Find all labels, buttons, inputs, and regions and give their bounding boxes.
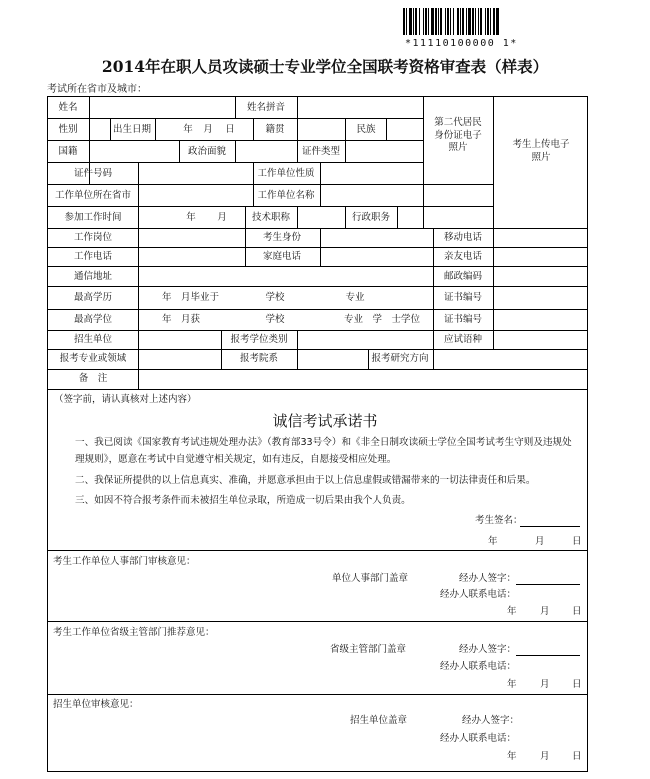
label-ethnicity: 民族 xyxy=(356,124,376,135)
pledge-item-3: 三、如因不符合报考条件而未被招生单位录取，所造成一切后果由我个人负责。 xyxy=(75,495,411,506)
label-id-type: 证件类型 xyxy=(301,146,341,157)
label-degree-category: 报考学位类别 xyxy=(230,334,288,345)
exam-location-label: 考试所在省市及城市： xyxy=(47,84,147,95)
pledge-item-1 xyxy=(75,434,580,468)
label-work-phone: 工作电话 xyxy=(73,251,113,262)
review-2-handler-line[interactable] xyxy=(516,655,580,656)
label-major: 专业 xyxy=(345,292,365,303)
label-school2: 学校 xyxy=(265,314,285,325)
label-mobile: 移动电话 xyxy=(443,232,483,243)
label-day: 日 xyxy=(225,124,235,135)
pledge-date-month: 月 xyxy=(535,536,545,547)
label-job-position: 工作岗位 xyxy=(73,232,113,243)
id-photo-box: 第二代居民身份证电子照片 xyxy=(434,117,482,153)
review-2-contact: 经办人联系电话： xyxy=(440,661,517,672)
label-name: 姓名 xyxy=(58,102,78,113)
label-exam-language: 应试语种 xyxy=(443,334,483,345)
pledge-item-2: 二、我保证所提供的以上信息真实、准确，并愿意承担由于以上信息虚假或错漏带来的一切法律责任和后果。 xyxy=(75,475,536,486)
label-highest-education: 最高学历 xyxy=(73,292,113,303)
review-3-date-year: 年 xyxy=(507,751,517,762)
signature-label: 考生签名： xyxy=(475,515,523,526)
label-school: 学校 xyxy=(265,292,285,303)
label-tech-title: 技术职称 xyxy=(251,212,291,223)
review-3-contact: 经办人联系电话： xyxy=(440,733,517,744)
review-2-handler: 经办人签字： xyxy=(459,644,517,655)
review-2-title: 考生工作单位省级主管部门推荐意见： xyxy=(53,627,215,638)
review-1-handler: 经办人签字： xyxy=(459,573,517,584)
label-employer-province: 工作单位所在省市 xyxy=(54,190,132,201)
review-2-date-year: 年 xyxy=(507,679,517,690)
label-work-month: 月 xyxy=(217,212,227,223)
review-3-stamp: 招生单位盖章 xyxy=(350,715,408,726)
pledge-item-1-text: 一、我已阅读《国家教育考试违规处理办法》（教育部33号令）和《非全日制攻读硕士学位全国考试考生守则及违规处理规则》，愿意在考试中自觉遵守相关规定，如有违反，自愿接受相应处理。 xyxy=(75,437,572,465)
label-relative-phone: 亲友电话 xyxy=(443,251,483,262)
review-3-date-day: 日 xyxy=(572,751,582,762)
label-highest-degree: 最高学位 xyxy=(73,314,113,325)
review-1-handler-line[interactable] xyxy=(516,584,580,585)
label-admission-unit: 招生单位 xyxy=(73,334,113,345)
label-native-place: 籍贯 xyxy=(265,124,285,135)
label-postcode: 邮政编码 xyxy=(443,271,483,282)
label-nationality: 国籍 xyxy=(58,146,78,157)
pledge-heading: 诚信考试承诺书 xyxy=(272,412,378,430)
label-year: 年 xyxy=(183,124,193,135)
review-1-contact: 经办人联系电话： xyxy=(440,589,517,600)
signature-line[interactable] xyxy=(520,526,580,527)
label-certificate-no2: 证书编号 xyxy=(443,314,483,325)
label-admin-post: 行政职务 xyxy=(351,212,391,223)
label-political-status: 政治面貌 xyxy=(187,146,227,157)
label-edu-grad: 年 月毕业于 xyxy=(162,292,220,303)
label-employer-name: 工作单位名称 xyxy=(257,190,315,201)
label-address: 通信地址 xyxy=(73,271,113,282)
label-name-pinyin: 姓名拼音 xyxy=(246,102,286,113)
review-1-title: 考生工作单位人事部门审核意见： xyxy=(53,556,196,567)
pledge-note: （签字前，请认真核对上述内容） xyxy=(54,394,197,405)
label-research-direction: 报考研究方向 xyxy=(371,353,429,364)
label-month: 月 xyxy=(203,124,213,135)
review-2-date-month: 月 xyxy=(540,679,550,690)
pledge-date-day: 日 xyxy=(572,536,582,547)
review-1-date-year: 年 xyxy=(507,606,517,617)
label-birth-date: 出生日期 xyxy=(112,124,152,135)
label-certificate-no: 证书编号 xyxy=(443,292,483,303)
label-applied-major: 报考专业或领域 xyxy=(59,353,127,364)
label-candidate-identity: 考生身份 xyxy=(262,232,302,243)
label-gender: 性别 xyxy=(58,124,78,135)
pledge-date-year: 年 xyxy=(488,536,498,547)
review-1-stamp: 单位人事部门盖章 xyxy=(332,573,409,584)
label-id-number: 证件号码 xyxy=(73,168,113,179)
review-3-handler: 经办人签字： xyxy=(462,715,520,726)
upload-photo-box: 考生上传电子照片 xyxy=(512,139,570,163)
review-1-date-day: 日 xyxy=(572,606,582,617)
page-title: 2014年在职人员攻读硕士专业学位全国联考资格审查表（样表） xyxy=(101,57,549,76)
review-1-date-month: 月 xyxy=(540,606,550,617)
label-deg-obtained: 年 月获 xyxy=(162,314,201,325)
label-home-phone: 家庭电话 xyxy=(262,251,302,262)
review-2-date-day: 日 xyxy=(572,679,582,690)
label-work-start-date: 参加工作时间 xyxy=(64,212,122,223)
review-2-stamp: 省级主管部门盖章 xyxy=(330,644,407,655)
review-3-date-month: 月 xyxy=(540,751,550,762)
label-work-year: 年 xyxy=(186,212,196,223)
barcode-number: *11110100000 1* xyxy=(405,38,518,49)
label-remarks: 备 注 xyxy=(78,373,108,384)
label-applied-dept: 报考院系 xyxy=(239,353,279,364)
label-major-degree: 专业 学 士学位 xyxy=(343,314,421,325)
label-employer-type: 工作单位性质 xyxy=(257,168,315,179)
review-3-title: 招生单位审核意见： xyxy=(53,699,139,710)
